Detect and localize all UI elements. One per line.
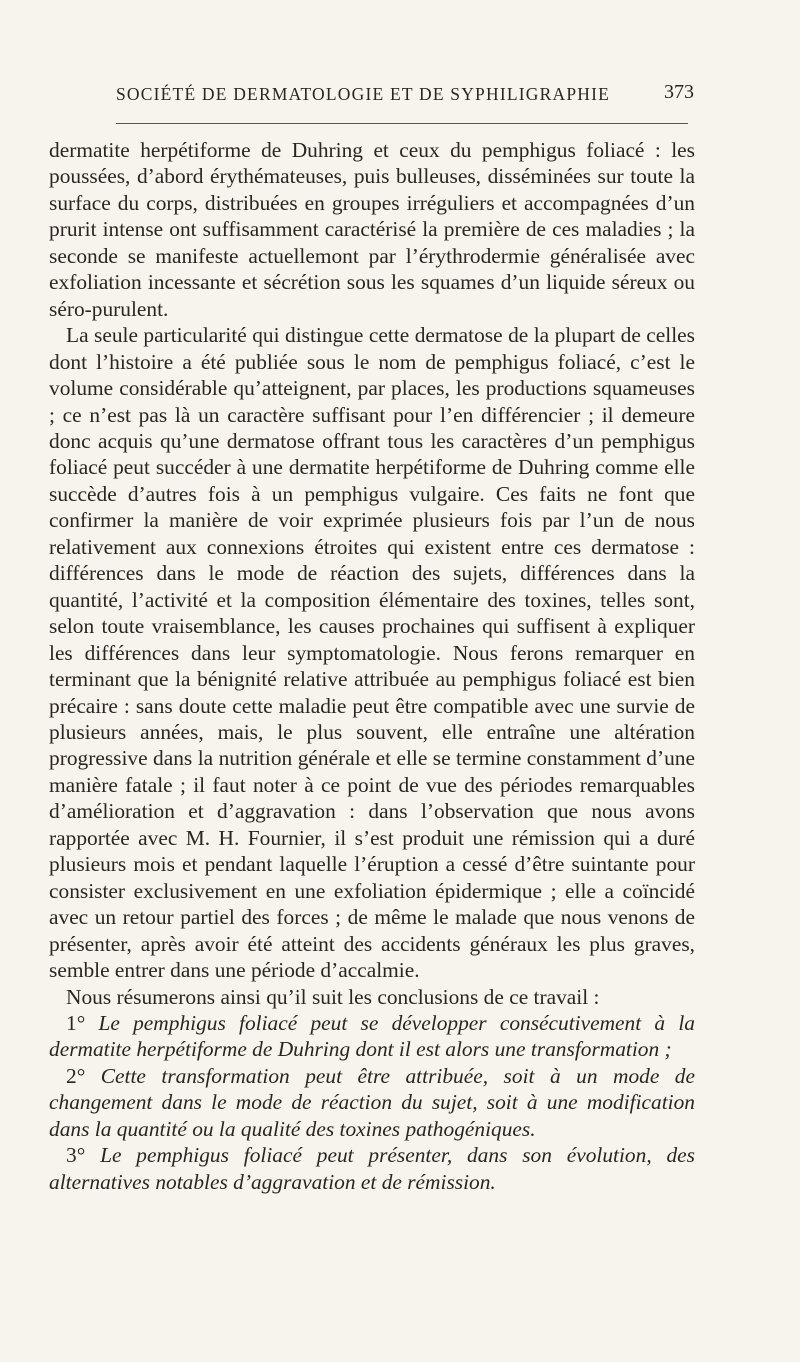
body-text bbox=[49, 137, 695, 1195]
conclusion-item bbox=[49, 1063, 695, 1142]
conclusion-item bbox=[49, 1142, 695, 1195]
conclusion-text: Le pemphigus foliacé peut présenter, dans son évolution, des alternatives notables d’aggravation et de rémission. bbox=[49, 1143, 695, 1194]
conclusion-number: 1° bbox=[66, 1010, 86, 1035]
paragraph: La seule particularité qui distingue cette dermatose de la plupart de celles dont l’histoire a été publiée sous le nom de pemphigus foliacé, c’est le volume considérable qu’atteignent, par places, les productions squameuses ; ce n’est pas là un caractère suffisant pour l’en différencier ; il demeure donc acquis qu’une dermatose offrant tous les caractères d’un pemphigus foliacé peut succéder à une dermatite herpétiforme de Duhring comme elle succède d’autres fois à un pemphigus vulgaire. Ces faits ne font que confirmer la manière de voir exprimée plusieurs fois par l’un de nous relativement aux connexions étroites qui existent entre ces dermatose : différences dans le mode de réaction des sujets, différences dans la quantité, l’activité et la composition élémentaire des toxines, telles sont, selon toute vraisemblance, les causes prochaines qui suffisent à expliquer les différences dans leur symptomatologie. Nous ferons remarquer en terminant que la bénignité relative attribuée au pemphigus foliacé est bien précaire : sans doute cette maladie peut être compatible avec une survie de plusieurs années, mais, le plus souvent, elle entraîne une altération progressive dans la nutrition générale et elle se termine constamment d’une manière fatale ; il faut noter à ce point de vue des périodes remarquables d’amélioration et d’aggravation : dans l’observation que nous avons rapportée avec M. H. Fournier, il s’est produit une rémission qui a duré plusieurs mois et pendant laquelle l’éruption a cessé d’être suintante pour consister exclusivement en une exfoliation épidermique ; elle a coïncidé avec un retour partiel des forces ; de même le malade que nous venons de présenter, après avoir été atteint des accidents généraux les plus graves, semble entrer dans une période d’accalmie. bbox=[49, 323, 695, 983]
running-head: SOCIÉTÉ DE DERMATOLOGIE ET DE SYPHILIGRAPHIE bbox=[116, 84, 611, 104]
paragraph: dermatite herpétiforme de Duhring et ceux du pemphigus foliacé : les poussées, d’abord érythémateuses, puis bulleuses, disséminées sur toute la surface du corps, distribuées en groupes irréguliers et accompagnées d’un prurit intense ont suffisamment caractérisé la première de ces maladies ; la seconde se manifeste actuellemont par l’érythrodermie généralisée avec exfoliation incessante et sécrétion sous les squames d’un liquide séreux ou séro-purulent. bbox=[49, 138, 695, 321]
conclusion-number: 3° bbox=[66, 1143, 86, 1168]
page-number: 373 bbox=[664, 81, 694, 103]
header-rule bbox=[116, 123, 688, 124]
paragraph: Nous résumerons ainsi qu’il suit les conclusions de ce travail : bbox=[66, 984, 600, 1009]
conclusion-text: Cette transformation peut être attribuée, soit à un mode de changement dans le mode de réaction du sujet, soit à une modification dans la quantité ou la qualité des toxines pathogéniques. bbox=[49, 1063, 696, 1141]
conclusion-item bbox=[49, 1010, 695, 1063]
conclusion-text: Le pemphigus foliacé peut se développer consécutivement à la dermatite herpétiforme de Duhring dont il est alors une transformation ; bbox=[49, 1010, 695, 1062]
conclusion-number: 2° bbox=[66, 1063, 86, 1088]
